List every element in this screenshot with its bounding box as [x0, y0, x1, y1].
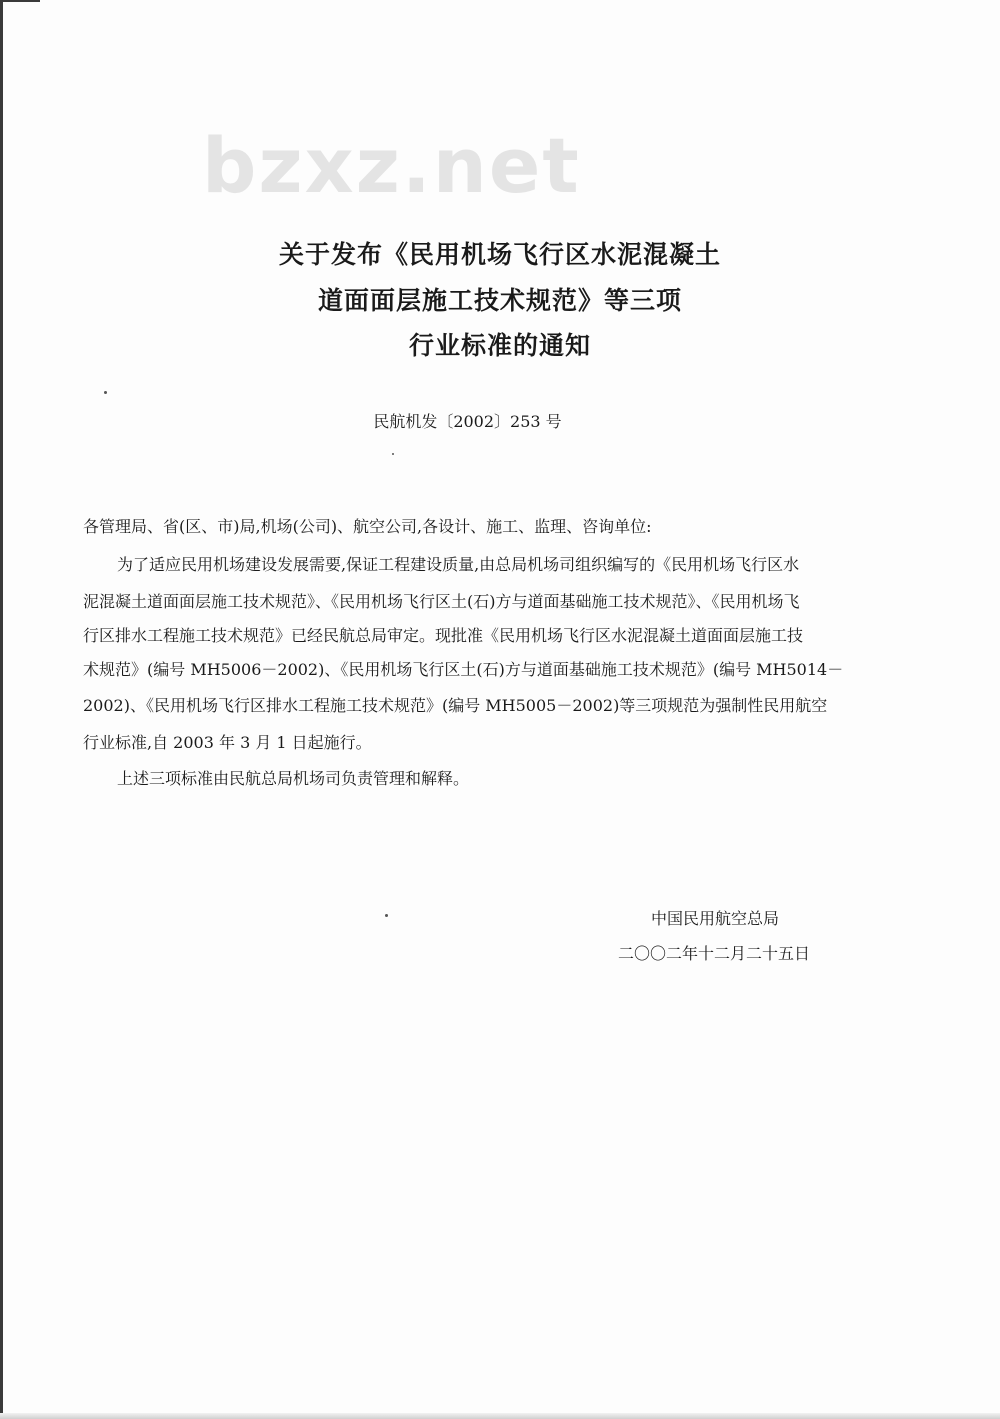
- paragraph-1-line-5: 2002)、《民用机场飞行区排水工程施工技术规范》(编号 MH5005－2002)等三项规范为强制性民用航空: [83, 696, 828, 715]
- title-line-1: 关于发布《民用机场飞行区水泥混凝土: [278, 240, 721, 269]
- issue-date: 二〇〇二年十二月二十五日: [618, 944, 811, 963]
- paragraph-1-line-3: 行区排水工程施工技术规范》已经民航总局审定。现批准《民用机场飞行区水泥混凝土道面面层施工技: [83, 626, 804, 645]
- paragraph-1-line-4: 术规范》(编号 MH5006－2002)、《民用机场飞行区土(石)方与道面基础施工技术规范》(编号 MH5014－: [83, 660, 844, 679]
- paragraph-1-line-1: 为了适应民用机场建设发展需要,保证工程建设质量,由总局机场司组织编写的《民用机场飞行区水: [117, 555, 800, 574]
- document-number: 民航机发〔2002〕253 号: [373, 412, 562, 431]
- scan-speck: [385, 914, 388, 917]
- watermark: bzxz.net: [202, 121, 581, 210]
- scan-left-edge: [0, 0, 3, 1419]
- scan-speck: [104, 391, 107, 394]
- addressee-line: 各管理局、省(区、市)局,机场(公司)、航空公司,各设计、施工、监理、咨询单位:: [83, 517, 652, 536]
- paragraph-1-line-6: 行业标准,自 2003 年 3 月 1 日起施行。: [83, 733, 372, 752]
- paragraph-2: 上述三项标准由民航总局机场司负责管理和解释。: [117, 769, 470, 788]
- scan-top-edge: [0, 0, 40, 2]
- scan-speck: [392, 453, 394, 455]
- scan-bottom-edge: [0, 1413, 1000, 1419]
- title-line-2: 道面面层施工技术规范》等三项: [317, 286, 682, 315]
- issuer-name: 中国民用航空总局: [651, 909, 780, 928]
- title-line-3: 行业标准的通知: [408, 331, 591, 360]
- paragraph-1-line-2: 泥混凝土道面面层施工技术规范》、《民用机场飞行区土(石)方与道面基础施工技术规范》、《民用机场飞: [83, 592, 800, 611]
